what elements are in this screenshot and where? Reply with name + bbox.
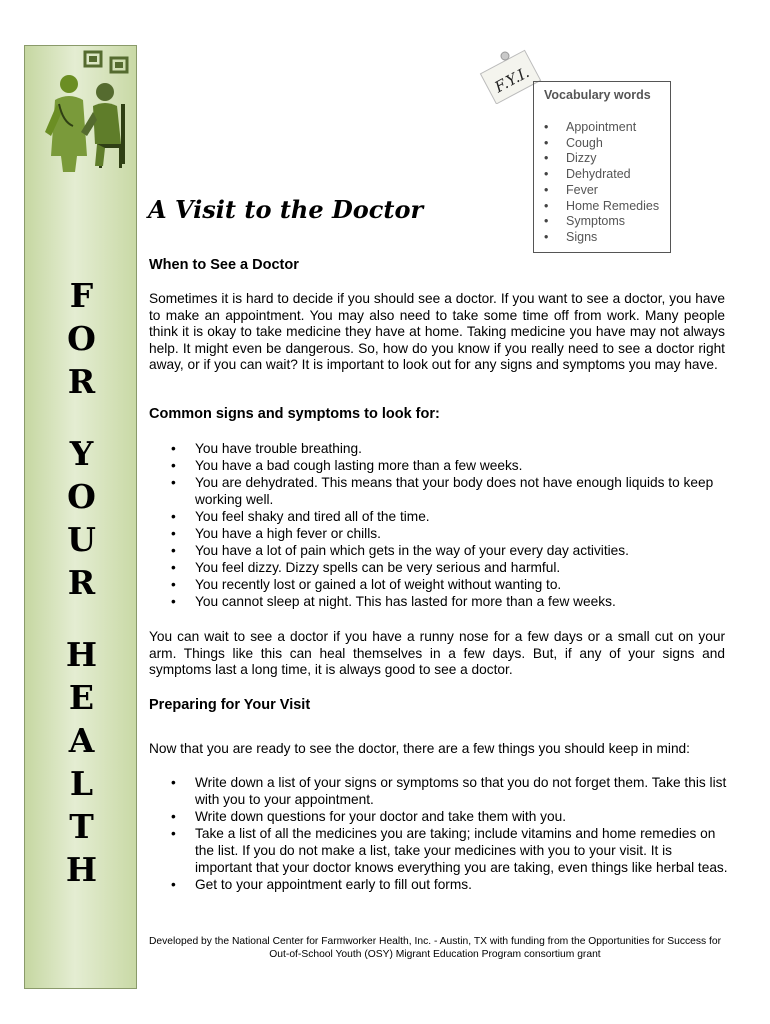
sidebar-letter: R <box>67 563 96 602</box>
doctor-patient-illustration-icon <box>33 48 133 176</box>
sidebar-letter: O <box>67 319 96 358</box>
vocabulary-item: • Signs <box>534 230 670 246</box>
sidebar-letter: F <box>69 276 94 315</box>
section-heading-preparing: Preparing for Your Visit <box>149 697 311 713</box>
list-item: • Write down a list of your signs or symptoms so that you do not forget them. Take this list with you to your appointment. <box>149 774 729 808</box>
wait-paragraph: You can wait to see a doctor if you have a runny nose for a few days or a small cut on your arm. Things like this can heal themselves in a few days. But, if any of your signs and symptoms last a long time, it is always good to see a doctor. <box>149 629 725 677</box>
page-title: A Visit to the Doctor <box>148 195 424 224</box>
list-item: • You feel shaky and tired all of the time. <box>149 508 729 525</box>
sidebar-letter: R <box>67 362 96 401</box>
list-item: • You cannot sleep at night. This has lasted for more than a few weeks. <box>149 593 729 610</box>
sidebar-letter: Y <box>69 434 94 473</box>
vocabulary-box <box>533 81 671 253</box>
sidebar-letter: A <box>68 721 95 760</box>
section-heading-when-to-see: When to See a Doctor <box>149 257 299 273</box>
vocabulary-item: • Fever <box>534 183 670 199</box>
list-item: • Write down questions for your doctor and take them with you. <box>149 808 729 825</box>
vocabulary-item: • Home Remedies <box>534 199 670 215</box>
vocabulary-list <box>534 120 670 246</box>
sidebar-letter: T <box>69 807 94 846</box>
list-item: • You have a high fever or chills. <box>149 525 729 542</box>
sidebar-letter: E <box>68 678 95 717</box>
list-item: • You recently lost or gained a lot of weight without wanting to. <box>149 576 729 593</box>
for-your-health-vertical-text <box>25 274 138 891</box>
sidebar-letter: L <box>69 764 94 803</box>
sidebar-letter: H <box>65 850 98 889</box>
preparing-intro: Now that you are ready to see the doctor, there are a few things you should keep in mind: <box>149 741 690 756</box>
sidebar <box>24 45 137 989</box>
vocabulary-item: • Dizzy <box>534 151 670 167</box>
preparing-list <box>149 774 729 893</box>
list-item: • You feel dizzy. Dizzy spells can be very serious and harmful. <box>149 559 729 576</box>
sidebar-letter: O <box>67 477 96 516</box>
fyi-label: F.Y.I. <box>491 63 533 97</box>
list-item: • Take a list of all the medicines you are taking; include vitamins and home remedies on the list. If you do not make a list, take your medicines with you to your visit. It is important that your doctor knows everything you are taking, even things like herbal teas. <box>149 825 729 876</box>
sidebar-letter: H <box>65 635 98 674</box>
footer-line: Out-of-School Youth (OSY) Migrant Education Program consortium grant <box>269 949 601 960</box>
list-item: • You have a lot of pain which gets in the way of your every day activities. <box>149 542 729 559</box>
vocabulary-item: • Dehydrated <box>534 167 670 183</box>
vocabulary-item: • Symptoms <box>534 214 670 230</box>
list-item: • You have a bad cough lasting more than a few weeks. <box>149 457 729 474</box>
section-heading-symptoms: Common signs and symptoms to look for: <box>149 406 440 422</box>
vocabulary-heading: Vocabulary words <box>544 88 651 102</box>
sidebar-letter: U <box>67 520 96 559</box>
footer-line: Developed by the National Center for Farmworker Health, Inc. - Austin, TX with funding from the Opportunities for Success for <box>148 936 722 947</box>
list-item: • Get to your appointment early to fill out forms. <box>149 876 729 893</box>
vocabulary-item: • Appointment <box>534 120 670 136</box>
list-item: • You are dehydrated. This means that your body does not have enough liquids to keep working well. <box>149 474 729 508</box>
symptoms-list <box>149 440 729 610</box>
vocabulary-item: • Cough <box>534 136 670 152</box>
footer-credits <box>140 935 730 961</box>
list-item: • You have trouble breathing. <box>149 440 729 457</box>
intro-paragraph: Sometimes it is hard to decide if you should see a doctor. If you want to see a doctor, you have to make an appointment. You may also need to take some time off from work. Many people think it is okay to take medicine they have at home. Taking medicine you have may not always help. It might even be dangerous. So, how do you know if you really need to see a doctor right away, or if you can wait? It is important to look out for any signs and symptoms you may have. <box>149 291 725 372</box>
